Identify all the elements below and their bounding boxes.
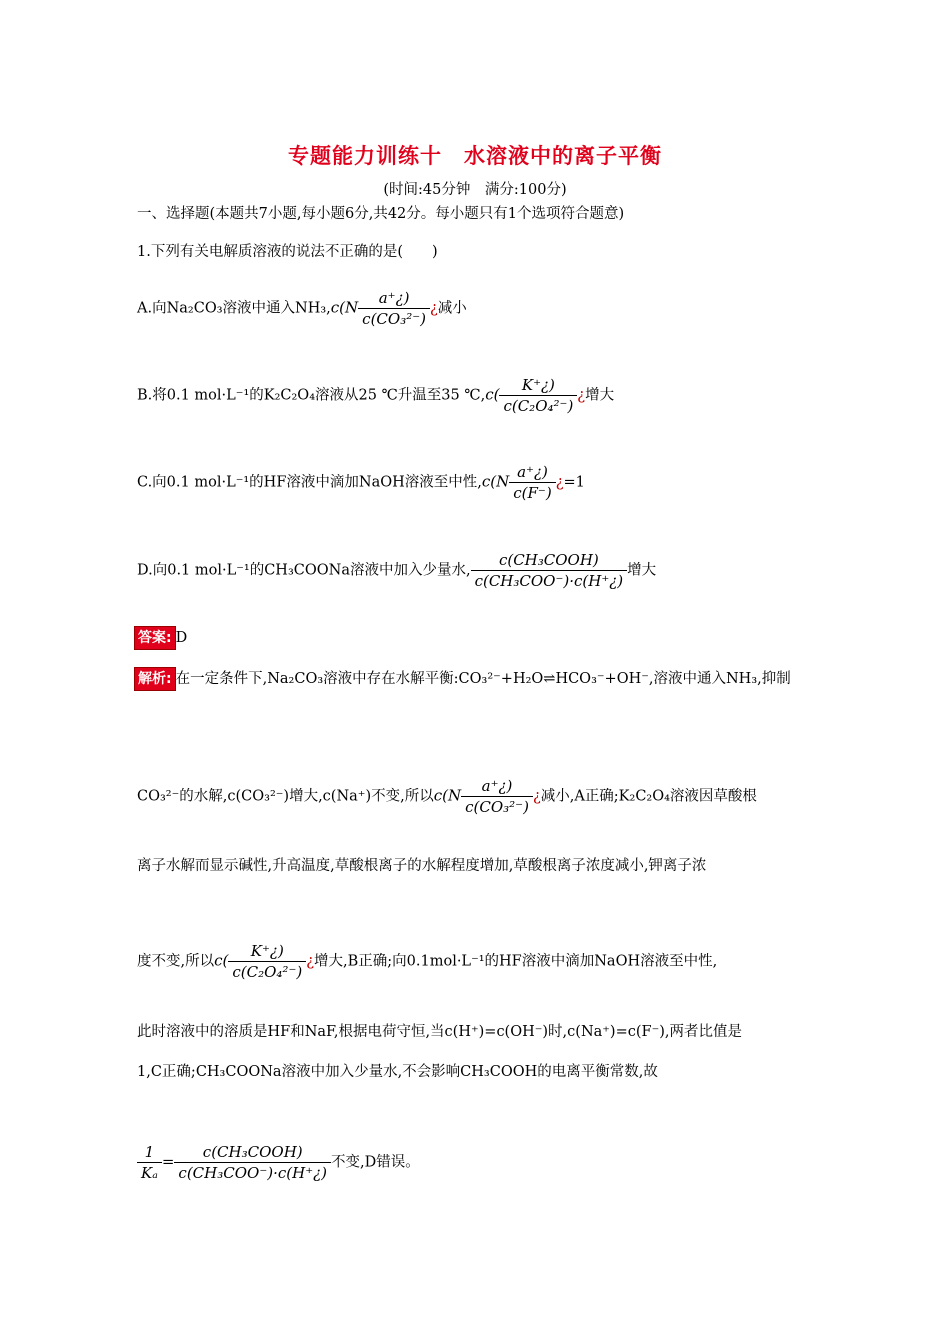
option-b-numerator: K⁺¿) xyxy=(521,376,555,394)
option-b-tail: 增大 xyxy=(585,387,615,404)
answer-line xyxy=(134,626,187,650)
option-a-tail: 减小 xyxy=(437,300,467,317)
analysis-line-5: 此时溶液中的溶质是HF和NaF,根据电荷守恒,当c(H⁺)=c(OH⁻)时,c(Na⁺)=c(F⁻),两者比值是 xyxy=(137,1024,742,1040)
option-c-text: C.向0.1 mol·L⁻¹的HF溶液中滴加NaOH溶液至中性, xyxy=(137,474,482,491)
option-c-fraction xyxy=(509,462,555,503)
option-b-denominator: c(C₂O₄²⁻) xyxy=(499,395,577,416)
analysis-text-2a: CO₃²⁻的水解,c(CO₃²⁻)增大,c(Na⁺)不变,所以 xyxy=(137,788,434,805)
question-stem: 1.下列有关电解质溶液的说法不正确的是( ) xyxy=(137,244,438,260)
section-heading: 一、选择题(本题共7小题,每小题6分,共42分。每小题只有1个选项符合题意) xyxy=(137,206,625,222)
analysis-fraction-a xyxy=(461,776,533,817)
analysis-line-3: 离子水解而显示碱性,升高温度,草酸根离子的水解程度增加,草酸根离子浓度减小,钾离子浓 xyxy=(137,858,707,874)
option-a-denominator: c(CO₃²⁻) xyxy=(358,308,430,329)
analysis-line-7 xyxy=(137,1142,420,1183)
analysis-na-prefix: c(N xyxy=(433,786,462,805)
answer-value: D xyxy=(175,630,188,646)
one-over-ka-denominator: Kₐ xyxy=(137,1162,162,1183)
option-b-prefix: c( xyxy=(485,385,500,404)
analysis-fraction-d xyxy=(174,1142,331,1183)
option-a-fraction xyxy=(358,288,430,329)
analysis-line-6: 1,C正确;CH₃COONa溶液中加入少量水,不会影响CH₃COOH的电离平衡常数,故 xyxy=(137,1064,658,1080)
analysis-fraction-b xyxy=(228,941,306,982)
option-c-numerator: a⁺¿) xyxy=(517,463,548,481)
time-score-info: (时间:45分钟 满分:100分) xyxy=(383,182,567,198)
option-b xyxy=(137,375,614,416)
analysis-text-1: 在一定条件下,Na₂CO₃溶液中存在水解平衡:CO₃²⁻+H₂O⇌HCO₃⁻+OH⁻,溶液中通入NH₃,抑制 xyxy=(175,671,791,687)
analysis-mark-a: ¿ xyxy=(532,788,541,805)
analysis-text-7: 不变,D错误。 xyxy=(331,1154,420,1171)
option-c-denominator: c(F⁻) xyxy=(509,482,555,503)
page-title: 专题能力训练十 水溶液中的离子平衡 xyxy=(288,144,662,168)
analysis-k-prefix: c( xyxy=(214,951,229,970)
analysis-fraction-a-numerator: a⁺¿) xyxy=(481,777,513,795)
analysis-fraction-d-denominator: c(CH₃COO⁻)·c(H⁺¿) xyxy=(174,1162,331,1183)
option-b-fraction xyxy=(499,375,577,416)
one-over-ka-fraction xyxy=(137,1142,162,1183)
option-b-text: B.将0.1 mol·L⁻¹的K₂C₂O₄溶液从25 ℃升温至35 ℃, xyxy=(137,387,486,404)
analysis-tag: 解析: xyxy=(134,667,176,691)
option-a xyxy=(137,288,467,329)
option-c-tail: =1 xyxy=(563,474,585,491)
analysis-text-4a: 度不变,所以 xyxy=(137,953,215,970)
option-c-mark: ¿ xyxy=(555,474,564,491)
analysis-line-4 xyxy=(137,941,717,982)
analysis-fraction-b-denominator: c(C₂O₄²⁻) xyxy=(228,961,306,982)
option-c xyxy=(137,462,585,503)
answer-tag: 答案: xyxy=(134,626,176,650)
option-c-prefix: c(N xyxy=(481,472,510,491)
one-over-ka-numerator: 1 xyxy=(144,1143,155,1161)
option-d-numerator: c(CH₃COOH) xyxy=(498,551,599,569)
option-a-numerator: a⁺¿) xyxy=(378,289,410,307)
option-d-denominator: c(CH₃COO⁻)·c(H⁺¿) xyxy=(471,570,628,591)
analysis-line-2 xyxy=(137,776,757,817)
option-b-mark: ¿ xyxy=(577,387,586,404)
option-a-mark: ¿ xyxy=(430,300,438,317)
analysis-fraction-a-denominator: c(CO₃²⁻) xyxy=(461,796,533,817)
analysis-fraction-d-numerator: c(CH₃COOH) xyxy=(202,1143,303,1161)
equals-sign: = xyxy=(161,1152,175,1171)
analysis-fraction-b-numerator: K⁺¿) xyxy=(250,942,284,960)
analysis-text-2b: 减小,A正确;K₂C₂O₄溶液因草酸根 xyxy=(540,788,757,805)
analysis-text-4b: 增大,B正确;向0.1mol·L⁻¹的HF溶液中滴加NaOH溶液至中性, xyxy=(314,953,718,970)
analysis-line-1 xyxy=(134,667,791,691)
option-d-fraction xyxy=(471,550,628,591)
option-d xyxy=(137,550,656,591)
analysis-mark-b: ¿ xyxy=(306,953,314,970)
option-a-text: A.向Na₂CO₃溶液中通入NH₃, xyxy=(137,300,331,317)
option-d-tail: 增大 xyxy=(627,562,657,579)
option-d-text: D.向0.1 mol·L⁻¹的CH₃COONa溶液中加入少量水, xyxy=(137,562,471,579)
option-a-prefix: c(N xyxy=(330,298,359,317)
